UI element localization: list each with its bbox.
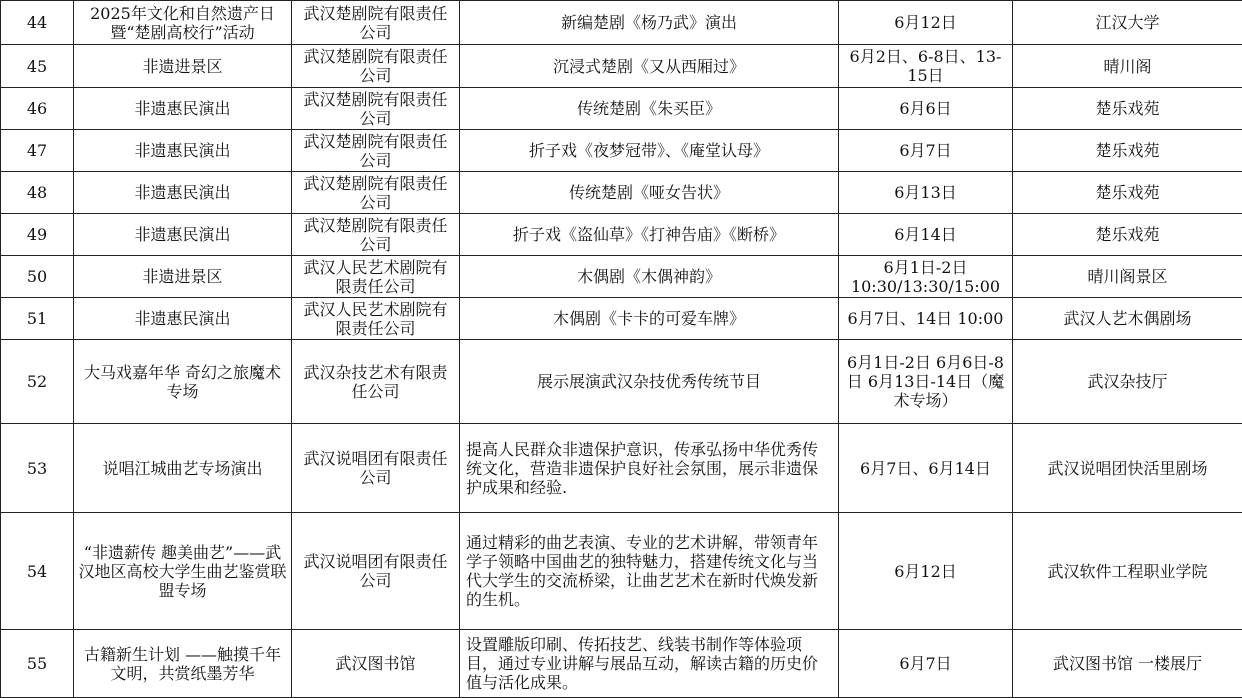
- row-number-cell: 48: [1, 172, 74, 214]
- event-name-cell: 说唱江城曲艺专场演出: [74, 424, 292, 513]
- row-number-cell: 55: [1, 630, 74, 698]
- table-row: [1, 88, 1242, 130]
- event-date-cell: 6月7日: [839, 130, 1013, 172]
- event-content-cell: 木偶剧《卡卡的可爱车牌》: [460, 298, 839, 340]
- organizer-cell: 武汉图书馆: [292, 630, 460, 698]
- event-venue-cell: 武汉软件工程职业学院: [1013, 513, 1242, 630]
- event-name-cell: 非遗惠民演出: [74, 214, 292, 256]
- table-body: [1, 1, 1242, 698]
- event-venue-cell: 武汉图书馆 一楼展厅: [1013, 630, 1242, 698]
- organizer-cell: 武汉楚剧院有限责任公司: [292, 214, 460, 256]
- organizer-cell: 武汉说唱团有限责任公司: [292, 424, 460, 513]
- event-name-cell: 非遗进景区: [74, 45, 292, 88]
- organizer-cell: 武汉楚剧院有限责任公司: [292, 45, 460, 88]
- event-venue-cell: 晴川阁景区: [1013, 256, 1242, 298]
- event-venue-cell: 楚乐戏苑: [1013, 214, 1242, 256]
- table-row: [1, 298, 1242, 340]
- event-venue-cell: 武汉说唱团快活里剧场: [1013, 424, 1242, 513]
- event-date-cell: 6月13日: [839, 172, 1013, 214]
- event-name-cell: 非遗惠民演出: [74, 88, 292, 130]
- table-row: [1, 340, 1242, 424]
- event-venue-cell: 江汉大学: [1013, 1, 1242, 45]
- event-date-cell: 6月7日、14日 10:00: [839, 298, 1013, 340]
- event-venue-cell: 楚乐戏苑: [1013, 172, 1242, 214]
- event-content-cell: 新编楚剧《杨乃武》演出: [460, 1, 839, 45]
- table-row: [1, 424, 1242, 513]
- event-venue-cell: 武汉杂技厅: [1013, 340, 1242, 424]
- event-date-cell: 6月7日、6月14日: [839, 424, 1013, 513]
- event-venue-cell: 楚乐戏苑: [1013, 88, 1242, 130]
- event-name-cell: 非遗惠民演出: [74, 130, 292, 172]
- event-content-cell: 通过精彩的曲艺表演、专业的艺术讲解，带领青年学子领略中国曲艺的独特魅力，搭建传统文化与当代大学生的交流桥梁，让曲艺艺术在新时代焕发新的生机。: [460, 513, 839, 630]
- table-row: [1, 630, 1242, 698]
- table-row: [1, 1, 1242, 45]
- event-date-cell: 6月2日、6-8日、13-15日: [839, 45, 1013, 88]
- event-content-cell: 传统楚剧《哑女告状》: [460, 172, 839, 214]
- table-row: [1, 214, 1242, 256]
- row-number-cell: 53: [1, 424, 74, 513]
- event-content-cell: 折子戏《盗仙草》《打神告庙》《断桥》: [460, 214, 839, 256]
- row-number-cell: 50: [1, 256, 74, 298]
- event-content-cell: 传统楚剧《朱买臣》: [460, 88, 839, 130]
- event-date-cell: 6月6日: [839, 88, 1013, 130]
- event-name-cell: “非遗薪传 趣美曲艺”——武汉地区高校大学生曲艺鉴赏联盟专场: [74, 513, 292, 630]
- row-number-cell: 46: [1, 88, 74, 130]
- organizer-cell: 武汉楚剧院有限责任公司: [292, 172, 460, 214]
- table-row: [1, 172, 1242, 214]
- event-venue-cell: 武汉人艺木偶剧场: [1013, 298, 1242, 340]
- event-content-cell: 提高人民群众非遗保护意识，传承弘扬中华优秀传统文化，营造非遗保护良好社会氛围，展示非遗保护成果和经验.: [460, 424, 839, 513]
- event-content-cell: 沉浸式楚剧《又从西厢过》: [460, 45, 839, 88]
- event-name-cell: 非遗进景区: [74, 256, 292, 298]
- event-content-cell: 折子戏《夜梦冠带》、《庵堂认母》: [460, 130, 839, 172]
- row-number-cell: 45: [1, 45, 74, 88]
- row-number-cell: 44: [1, 1, 74, 45]
- event-name-cell: 非遗惠民演出: [74, 298, 292, 340]
- event-date-cell: 6月7日: [839, 630, 1013, 698]
- event-date-cell: 6月12日: [839, 513, 1013, 630]
- row-number-cell: 52: [1, 340, 74, 424]
- organizer-cell: 武汉楚剧院有限责任公司: [292, 1, 460, 45]
- event-venue-cell: 楚乐戏苑: [1013, 130, 1242, 172]
- event-name-cell: 大马戏嘉年华 奇幻之旅魔术专场: [74, 340, 292, 424]
- event-content-cell: 展示展演武汉杂技优秀传统节目: [460, 340, 839, 424]
- row-number-cell: 49: [1, 214, 74, 256]
- organizer-cell: 武汉人民艺术剧院有限责任公司: [292, 298, 460, 340]
- table-row: [1, 513, 1242, 630]
- event-name-cell: 非遗惠民演出: [74, 172, 292, 214]
- event-name-cell: 2025年文化和自然遗产日暨“楚剧高校行”活动: [74, 1, 292, 45]
- event-name-cell: 古籍新生计划 ——触摸千年文明，共赏纸墨芳华: [74, 630, 292, 698]
- event-date-cell: 6月12日: [839, 1, 1013, 45]
- row-number-cell: 51: [1, 298, 74, 340]
- row-number-cell: 47: [1, 130, 74, 172]
- event-venue-cell: 晴川阁: [1013, 45, 1242, 88]
- table-row: [1, 45, 1242, 88]
- event-date-cell: 6月1日-2日 10:30/13:30/15:00: [839, 256, 1013, 298]
- event-content-cell: 设置雕版印刷、传拓技艺、线装书制作等体验项目，通过专业讲解与展品互动，解读古籍的历史价值与活化成果。: [460, 630, 839, 698]
- event-date-cell: 6月1日-2日 6月6日-8日 6月13日-14日（魔术专场）: [839, 340, 1013, 424]
- event-date-cell: 6月14日: [839, 214, 1013, 256]
- event-content-cell: 木偶剧《木偶神韵》: [460, 256, 839, 298]
- table-row: [1, 130, 1242, 172]
- organizer-cell: 武汉说唱团有限责任公司: [292, 513, 460, 630]
- organizer-cell: 武汉楚剧院有限责任公司: [292, 88, 460, 130]
- organizer-cell: 武汉杂技艺术有限责任公司: [292, 340, 460, 424]
- table-row: [1, 256, 1242, 298]
- row-number-cell: 54: [1, 513, 74, 630]
- organizer-cell: 武汉人民艺术剧院有限责任公司: [292, 256, 460, 298]
- organizer-cell: 武汉楚剧院有限责任公司: [292, 130, 460, 172]
